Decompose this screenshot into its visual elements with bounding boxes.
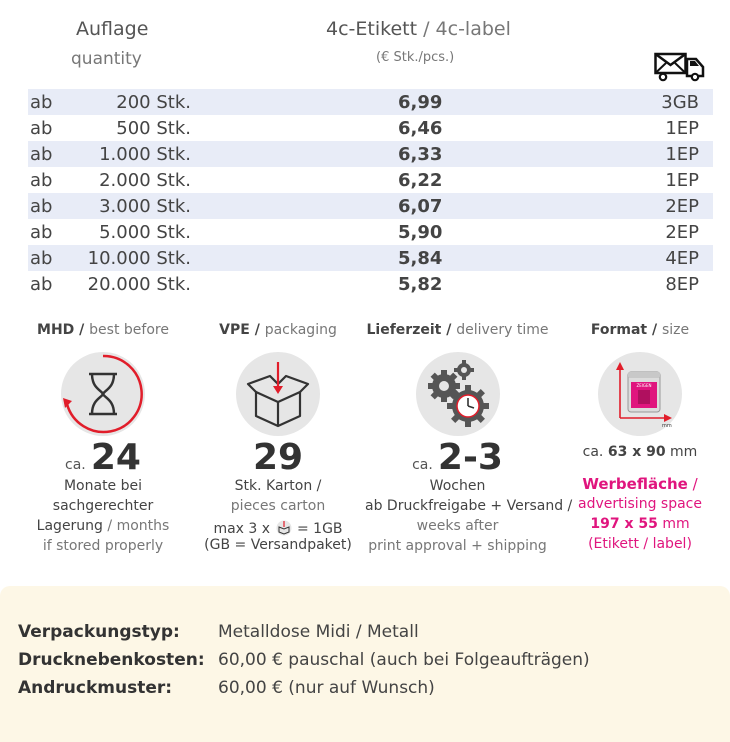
row-shipping: 3GB <box>661 91 699 113</box>
row-ab: ab <box>30 117 53 139</box>
gears-clock-icon <box>416 352 500 436</box>
row-ab: ab <box>30 169 53 191</box>
table-row <box>28 245 713 271</box>
row-quantity: 3.000 Stk. <box>99 195 191 217</box>
detail-key: Verpackungstyp: <box>18 622 180 642</box>
header-unit: (€ Stk./pcs.) <box>376 50 455 65</box>
row-quantity: 10.000 Stk. <box>87 247 191 269</box>
detail-key: Drucknebenkosten: <box>18 650 205 670</box>
format-adv-size: 197 x 55 <box>590 516 658 532</box>
table-row <box>28 89 713 115</box>
format-unit: mm <box>670 444 698 460</box>
table-row <box>28 219 713 245</box>
vpe-title-en: packaging <box>264 322 337 338</box>
row-quantity: 5.000 Stk. <box>99 221 191 243</box>
lieferzeit-title-en: delivery time <box>456 322 549 338</box>
lieferzeit-title-de: Lieferzeit <box>366 322 442 338</box>
format-block <box>560 322 720 554</box>
row-shipping: 2EP <box>665 195 699 217</box>
detail-row <box>18 678 435 698</box>
format-adv-en: advertising space <box>578 496 702 512</box>
mhd-line3: Lagerung / months <box>36 518 170 534</box>
table-row <box>28 271 713 297</box>
format-adv-de: Werbefläche <box>582 475 688 493</box>
row-price: 5,84 <box>398 247 443 269</box>
vpe-line1: Stk. Karton / <box>234 478 322 494</box>
lieferzeit-line2: ab Druckfreigabe + Versand / <box>365 498 573 514</box>
row-price: 6,46 <box>398 117 443 139</box>
row-quantity: 500 Stk. <box>116 117 191 139</box>
mhd-line1: Monate bei <box>63 478 143 494</box>
detail-row <box>18 622 419 642</box>
detail-row <box>18 650 590 670</box>
table-row <box>28 115 713 141</box>
header-quantity-de: Auflage <box>76 18 149 40</box>
row-ab: ab <box>30 195 53 217</box>
lieferzeit-ca: ca. <box>412 457 433 473</box>
mhd-line3-en: months <box>116 518 170 534</box>
header-quantity-en: quantity <box>71 49 142 69</box>
row-price: 6,07 <box>398 195 443 217</box>
lieferzeit-line4: print approval + shipping <box>368 538 547 554</box>
mhd-ca: ca. <box>65 457 86 473</box>
row-ab: ab <box>30 273 53 295</box>
row-price: 6,33 <box>398 143 443 165</box>
details-panel <box>0 586 730 742</box>
format-value: 63 x 90 <box>607 444 666 460</box>
tin-can-unit: mm <box>662 423 672 429</box>
tin-can-icon <box>598 352 682 436</box>
row-price: 5,90 <box>398 221 443 243</box>
row-quantity: 200 Stk. <box>116 91 191 113</box>
mhd-line2: sachgerechter <box>52 498 154 514</box>
hourglass-icon <box>61 352 145 436</box>
mhd-title-en: best before <box>89 322 169 338</box>
vpe-line2: pieces carton <box>230 498 326 514</box>
format-title-de: Format <box>590 322 648 338</box>
lieferzeit-value-line <box>365 437 550 478</box>
mhd-title: MHD / best before <box>37 322 169 338</box>
row-shipping: 2EP <box>665 221 699 243</box>
row-quantity: 20.000 Stk. <box>87 273 191 295</box>
mhd-line4: if stored properly <box>42 538 164 554</box>
vpe-line3-a: max 3 x <box>213 521 271 537</box>
row-ab: ab <box>30 91 53 113</box>
table-row <box>28 141 713 167</box>
header-label-de: 4c-Etikett <box>326 18 418 40</box>
format-size-line <box>560 442 720 462</box>
mhd-value: 24 <box>90 437 141 478</box>
header-label <box>326 18 511 40</box>
mini-box-icon <box>275 520 293 536</box>
mhd-title-de: MHD <box>37 322 75 338</box>
vpe-value-line <box>193 437 363 478</box>
tin-can-label: ZEIGEN <box>636 383 652 388</box>
box-icon <box>236 352 320 436</box>
row-shipping: 8EP <box>665 273 699 295</box>
format-ca: ca. <box>582 444 604 460</box>
lieferzeit-line3: weeks after <box>416 518 499 534</box>
format-title: Format / size <box>590 322 690 338</box>
row-price: 6,99 <box>398 91 443 113</box>
format-adv-note: (Etikett / label) <box>588 536 692 552</box>
detail-value: 60,00 € pauschal (auch bei Folgeaufträgen) <box>218 650 590 670</box>
lieferzeit-block <box>365 322 573 556</box>
format-adv-de-line: Werbefläche / <box>582 475 698 493</box>
format-title-en: size <box>661 322 690 338</box>
row-shipping: 4EP <box>665 247 699 269</box>
detail-value: 60,00 € (nur auf Wunsch) <box>218 678 435 698</box>
row-shipping: 1EP <box>665 117 699 139</box>
lieferzeit-title: Lieferzeit / delivery time <box>366 322 549 338</box>
mhd-line3-de: Lagerung <box>36 518 103 534</box>
vpe-block <box>193 322 363 553</box>
row-shipping: 1EP <box>665 143 699 165</box>
lieferzeit-value: 2-3 <box>437 437 503 478</box>
price-table <box>28 89 713 297</box>
table-row <box>28 167 713 193</box>
mhd-block <box>28 322 178 556</box>
lieferzeit-line1: Wochen <box>429 478 486 494</box>
vpe-value: 29 <box>252 437 304 478</box>
mhd-value-line <box>28 437 178 478</box>
format-adv-size-line <box>560 514 720 534</box>
format-adv-unit: mm <box>662 516 690 532</box>
row-quantity: 2.000 Stk. <box>99 169 191 191</box>
detail-key: Andruckmuster: <box>18 678 173 698</box>
header-label-en: 4c-label <box>435 18 511 40</box>
row-shipping: 1EP <box>665 169 699 191</box>
header-label-sep: / <box>417 18 436 40</box>
detail-value: Metalldose Midi / Metall <box>218 622 419 642</box>
row-quantity: 1.000 Stk. <box>99 143 191 165</box>
row-price: 5,82 <box>398 273 443 295</box>
vpe-line4: (GB = Versandpaket) <box>204 537 352 553</box>
row-ab: ab <box>30 247 53 269</box>
vpe-line3-b: = 1GB <box>296 521 343 537</box>
vpe-title-de: VPE <box>219 322 250 338</box>
row-ab: ab <box>30 143 53 165</box>
vpe-title: VPE / packaging <box>219 322 337 338</box>
truck-mail-icon <box>654 50 706 82</box>
row-price: 6,22 <box>398 169 443 191</box>
vpe-line3 <box>193 520 363 537</box>
table-row <box>28 193 713 219</box>
row-ab: ab <box>30 221 53 243</box>
